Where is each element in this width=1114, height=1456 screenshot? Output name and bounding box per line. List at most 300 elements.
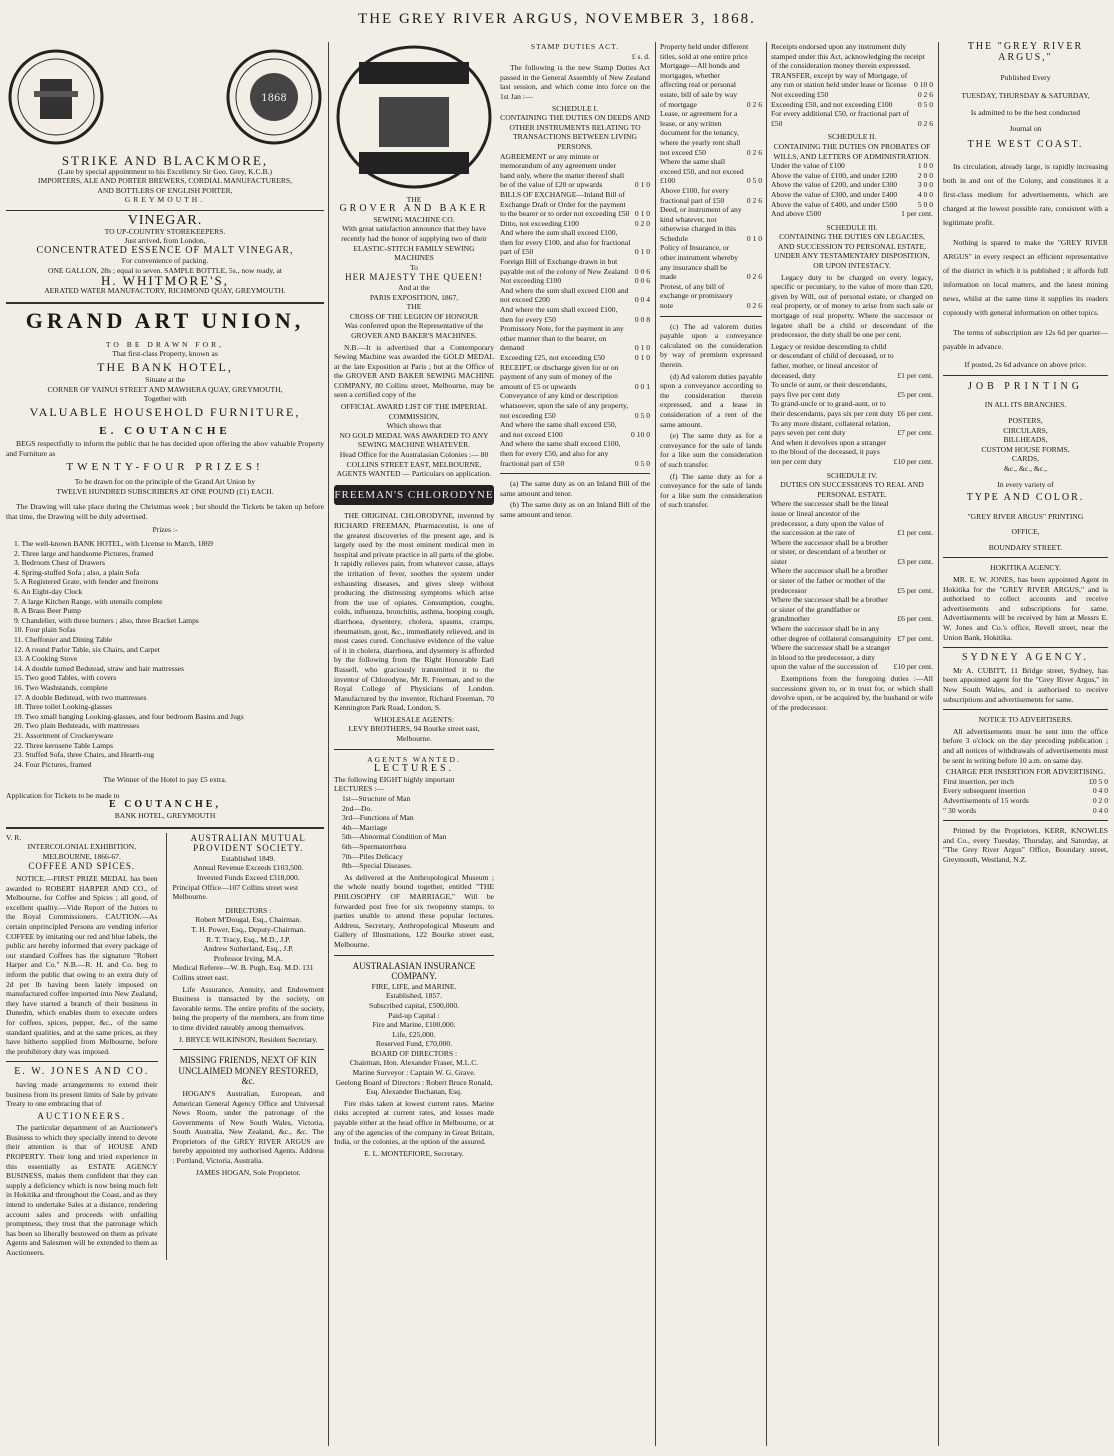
printing-line: OFFICE, bbox=[1011, 527, 1040, 537]
duty-text: And where the sum shall exceed £100 and not exceed £200 bbox=[500, 285, 629, 305]
freeman-line: WHOLESALE AGENTS: bbox=[374, 714, 454, 724]
duty-row bbox=[771, 71, 933, 90]
duty-row bbox=[771, 538, 933, 567]
duty-row bbox=[771, 566, 933, 595]
column-7-argus bbox=[943, 42, 1108, 867]
printing-title: JOB PRINTING bbox=[968, 380, 1083, 392]
lectures-line: AGENTS WANTED. bbox=[367, 754, 461, 764]
duty-row bbox=[660, 205, 762, 243]
duty-amount: 4 0 0 bbox=[917, 189, 933, 199]
duty-text: And where the sum shall exceed £100, then for every £100, and also for fractional part of £50 bbox=[500, 228, 631, 257]
duty-row bbox=[500, 219, 650, 229]
duty-row bbox=[500, 305, 650, 324]
duty-text: AGREEMENT or any minute or memorandum of any agreement under hand only, where the matter thereof shall be of the value of £20 or upwards bbox=[500, 151, 625, 190]
duty-row bbox=[771, 180, 933, 190]
duty-row bbox=[771, 161, 933, 171]
duty-amount: 0 2 6 bbox=[917, 118, 933, 128]
duty-row bbox=[771, 643, 933, 672]
argus-line: THE WEST COAST. bbox=[967, 138, 1084, 150]
duty-row bbox=[660, 243, 762, 281]
duty-amount: 0 2 6 bbox=[746, 195, 762, 205]
list-item: 15. Two good Tables, with covers bbox=[14, 673, 117, 683]
stamp-intro: The following is the new Stamp Duties Act passed in the General Assembly of New Zealand last session, and which come into force on the 1st Jan :— bbox=[500, 63, 650, 101]
duty-amount: 2 0 0 bbox=[917, 170, 933, 180]
schedule-sub: DUTIES ON SUCCESSIONS TO REAL AND PERSONAL ESTATE. bbox=[780, 480, 924, 499]
art-union-line: To be drawn for on the principle of the Grand Art Union by bbox=[74, 477, 256, 487]
jones-title: E. W. JONES AND CO. bbox=[14, 1066, 150, 1078]
list-item: (b) The same duty as on an Inland Bill of the same amount and tenor. bbox=[500, 500, 650, 519]
duty-text: RECEIPT, or discharge given for or on payment of any sum of money of the amount of £5 or upwards bbox=[500, 362, 619, 391]
schedule-sub: CONTAINING THE DUTIES ON LEGACIES, AND SUCCESSION TO PERSONAL ESTATE, UNDER ANY TESTAMENTARY DISPOSITION, OR UPON INTESTACY. bbox=[774, 232, 930, 271]
list-item: 1. The well-known BANK HOTEL, with License to March, 1869 bbox=[14, 539, 213, 549]
list-item: 21. Assortment of Crockeryware bbox=[14, 730, 114, 740]
art-union-line: TWENTY-FOUR PRIZES! bbox=[66, 461, 264, 474]
duty-text: Exceeding £50, and not exceeding £100 bbox=[771, 99, 893, 109]
grover-line: To bbox=[410, 262, 418, 272]
list-item: 20. Two plain Bedsteads, with mattresses bbox=[14, 721, 140, 731]
duty-text: And where the sum shall exceed £100, then for every £50 bbox=[500, 305, 618, 324]
duty-text: Where the successor shall be a stranger in blood to the predecessor, a duty upon the value of the succession of bbox=[771, 643, 891, 672]
art-union-line: Together with bbox=[143, 394, 187, 404]
duty-row bbox=[771, 342, 933, 380]
duty-amount: 0 4 0 bbox=[1092, 805, 1108, 815]
duty-row bbox=[943, 796, 1108, 806]
strike-line: AND BOTTLERS OF ENGLISH PORTER, bbox=[97, 185, 233, 195]
list-item: 6. An Eight-day Clock bbox=[14, 587, 83, 596]
duty-text: Not exceeding £50 bbox=[771, 89, 829, 99]
list-item: 8th—Special Diseases. bbox=[342, 861, 413, 871]
harper-head: V. R. bbox=[6, 832, 22, 842]
duty-text: For every additional £50, or fractional part of £50 bbox=[771, 109, 909, 128]
directors-list bbox=[173, 915, 325, 963]
schedule-title: SCHEDULE IV. bbox=[826, 470, 878, 480]
stamp-items bbox=[771, 42, 933, 128]
duty-text: Lease, or agreement for a lease, or any written document for the tenancy, where the yearly rent shall not exceed £50 bbox=[660, 109, 741, 157]
duty-text: " 30 words bbox=[943, 805, 977, 815]
duty-text: And where the same shall exceed £50, and not exceed £100 bbox=[500, 420, 617, 439]
notice-title: NOTICE TO ADVERTISERS. bbox=[978, 715, 1073, 725]
list-item: 11. Cheffonier and Dining Table bbox=[14, 634, 113, 644]
duty-amount: 0 5 0 bbox=[634, 410, 650, 420]
art-union-line: THE BANK HOTEL, bbox=[97, 359, 233, 374]
vinegar-line: ONE GALLON, 28s ; equal to seven. SAMPLE BOTTLE, 5s., now ready, at bbox=[47, 265, 283, 275]
aic-line: Marine Surveyor : Captain W. G. Grave. bbox=[352, 1068, 476, 1078]
duty-amount: 0 5 0 bbox=[746, 176, 762, 186]
missing-sign: JAMES HOGAN, Sole Proprietor. bbox=[195, 1167, 301, 1177]
duty-row bbox=[771, 499, 933, 537]
argus-line: Published Every bbox=[1000, 73, 1051, 83]
schedule-title: SCHEDULE II. bbox=[827, 132, 877, 142]
duty-row bbox=[771, 42, 933, 71]
duty-row bbox=[500, 190, 650, 219]
duty-amount: 0 2 6 bbox=[917, 89, 933, 99]
stamp-items bbox=[660, 42, 762, 311]
duty-text: Conveyance of any kind or description whatsoever, upon the sale of any property, not exceeding £50 bbox=[500, 391, 629, 420]
duty-amount: 0 0 6 bbox=[634, 276, 650, 286]
column-rule bbox=[938, 42, 939, 1446]
jones-body: The particular department of an Auctioneer's Business to which they specially intend to devote their attention is that of HOUSE AND PROPERTY. Their long and tried experience in this essentially as ESTATE AGENCY BUSINESS, makes them confident that they can supply a deficiency which is now being much felt in Hokitika and throughout the Coast, and as they intend to undertake Sales at a distance, rendering account sales and proceeds with unfailing promptness, they trust that the patronage which has been so liberally bestowed on them as private Agents and Salesmen will be extended to them as Auctioneers. bbox=[6, 1123, 158, 1257]
duty-row bbox=[771, 419, 933, 438]
art-union-line: Application for Tickets to be made to bbox=[6, 790, 120, 800]
duty-amount: 0 2 0 bbox=[1092, 795, 1108, 805]
duty-amount: £10 per cent. bbox=[893, 662, 933, 672]
duty-row bbox=[771, 438, 933, 467]
duty-amount: £5 per cent. bbox=[897, 389, 933, 399]
notice-body: All advertisements must be sent into the office before 3 o'clock on the day preceding publication ; and all notices of withdrawals of advertisements must be sent in writing before 10 a.m. on same day. bbox=[943, 726, 1108, 765]
amount-header: £ s. d. bbox=[631, 51, 650, 61]
freeman-body: THE ORIGINAL CHLORODYNE, invented by RICHARD FREEMAN, Pharmaceutist, is one of the greatest discoveries of the present age, and is largely used by the most eminent medical men in hospital and private practice in all parts of the globe. It rapidly relieves pain, from whatever cause, allays the irritation of fever, soothes the system under exhausting diseases, and gives sleep without producing the distressing symptoms which arise from the use of opiates. Consumption, coughs, colds, influenza, bronchitis, asthma, hooping cough, diarrhoea, dysentery, cholera, spasms, cramps, rheumatism, gout, &c., immediately relieved, and in most cases cured. Conclusive evidence of the value of it in cholera, diarrhoea, and dysentery is afforded by the following from the Right Honorable Earl Russell, who graciously transmitted it to the inventor of Chlorodyne, Mr R. Freeman, and to the Royal College of Physicians of London. Manufactured by the inventor, Richard Freeman, 70 Kennington Park Road, London, S. bbox=[334, 511, 494, 713]
schedule-sub: CONTAINING THE DUTIES ON DEEDS AND OTHER INSTRUMENTS RELATING TO TRANSACTIONS BETWEEN LIVING PERSONS. bbox=[500, 113, 650, 151]
vinegar-line: TO UP-COUNTRY STOREKEEPERS. bbox=[104, 226, 226, 236]
duty-amount: 0 0 1 bbox=[634, 381, 650, 391]
grover-baker-emblem-icon bbox=[334, 42, 494, 192]
art-union-line: The Drawing will take place during the Christmas week ; but should the Tickets be taken up before that time, the Drawing will be duly advertised. bbox=[6, 502, 324, 521]
duty-text: And above £500 bbox=[771, 209, 822, 219]
duty-text: Protest, of any bill of exchange or promissory note bbox=[660, 281, 733, 311]
sydney-title: SYDNEY AGENCY. bbox=[961, 652, 1089, 664]
amp-line: Life Assurance, Annuity, and Endowment Business is transacted by the society, on favorable terms. The entire profits of the society, being the property of the members, are from time to time divided rateably among themselves. bbox=[172, 984, 324, 1032]
duty-text: And when it devolves upon a stranger to the blood of the deceased, it pays ten per cent duty bbox=[771, 437, 887, 466]
duty-row bbox=[771, 399, 933, 418]
duty-amount: £1 per cent. bbox=[897, 528, 933, 538]
list-item: 7. A large Kitchen Range, with utensils complete bbox=[14, 596, 163, 606]
grover-line: HER MAJESTY THE QUEEN! bbox=[345, 272, 483, 283]
hokitika-title: HOKITIKA AGENCY. bbox=[990, 563, 1061, 573]
strike-line: GREYMOUTH. bbox=[124, 195, 206, 205]
duty-row bbox=[771, 171, 933, 181]
medal-emblem-right-icon bbox=[224, 47, 324, 147]
harper-line: COFFEE AND SPICES. bbox=[28, 861, 136, 872]
duty-amount: 0 0 6 bbox=[634, 266, 650, 276]
duty-text: To grand-uncle or to grand-aunt, or to their descendants, pays six per cent duty bbox=[771, 399, 894, 418]
svg-text:1868: 1868 bbox=[261, 93, 287, 104]
duty-text: Promissory Note, for the payment in any other manner than to the bearer, on demand bbox=[500, 324, 624, 353]
notice-line: CHARGE PER INSERTION FOR ADVERTISING. bbox=[945, 767, 1106, 777]
prizes-label: Prizes :- bbox=[152, 525, 178, 535]
duty-text: And where the same shall exceed £100, then for every £50, and also for any fractional part of £50 bbox=[500, 439, 621, 468]
lectures-body: As delivered at the Anthropological Museum ; the whole neatly bound together, entitled "THE PHILOSOPHY OF MARRIAGE," Will be forwarded post free for six twopenny stamps, to parties unable to attend these popular lectures. Address, Secretary, Anthropological Museum and Gallery of Illustrations, 122 Bourke street east, Melbourne. bbox=[334, 872, 494, 949]
duty-amount: £7 per cent. bbox=[897, 633, 933, 643]
duty-row bbox=[660, 42, 762, 61]
argus-title: THE "GREY RIVER ARGUS," bbox=[967, 42, 1084, 63]
grover-line: OFFICIAL AWARD LIST OF THE IMPERIAL COMMISSION, bbox=[340, 402, 488, 421]
missing-body: HOGAN'S Australian, European, and American General Agency Office and Universal News Room, under the patronage of the Governments of New South Wales, Victoria, South Australia, New Zealand, &c., &c. The Proprietors of the GREY RIVER ARGUS are hereby appointed my authorised Agents. Address : Portland, Victoria, Australia. bbox=[172, 1088, 324, 1166]
amp-line: DIRECTORS : bbox=[225, 905, 272, 915]
duty-amount: 0 1 0 bbox=[634, 343, 650, 353]
duty-amount: 0 2 0 bbox=[634, 218, 650, 228]
duty-row bbox=[771, 624, 933, 643]
grover-line: GROVER AND BAKER'S MACHINES. bbox=[351, 330, 477, 340]
duty-text: Where the successor shall be a brother or sister of the father or mother of the predecessor bbox=[771, 566, 888, 595]
amp-line: Principal Office—107 Collins street west Melbourne. bbox=[172, 882, 299, 902]
duty-amount: 0 2 6 bbox=[746, 147, 762, 157]
grover-line: N.B.—It is advertised that a Contemporary Sewing Machine was awarded the GOLD MEDAL at the late Exposition at Paris ; but at the Office of the GROVER AND BAKER SEWING MACHINE COMPANY, 80 Collins street, Melbourne, may be seen a certified copy of the bbox=[334, 342, 494, 400]
aic-line: E. L. MONTEFIORE, Secretary. bbox=[364, 1148, 464, 1158]
amp-line: Annual Revenue Exceeds £103,500. bbox=[193, 863, 304, 873]
list-item: CUSTOM HOUSE FORMS, bbox=[981, 444, 1070, 454]
list-item: 17. A double Bedstead, with two mattresses bbox=[14, 692, 147, 702]
duty-text: Above the value of £300, and under £400 bbox=[771, 189, 898, 199]
schedule-body: Exemptions from the foregoing duties :—All successions given to, or in trust for, or which shall devolve upon, or be acquired by, the husband or wife of the predecessor. bbox=[771, 674, 933, 712]
duty-row bbox=[660, 61, 762, 109]
duty-row bbox=[771, 100, 933, 110]
art-union-line: Situate at the bbox=[145, 374, 185, 384]
duty-text: Under the value of £100 bbox=[771, 161, 845, 171]
art-union-line: E COUTANCHE, bbox=[109, 799, 221, 811]
hokitika-body: MR. E. W. JONES, has been appointed Agent in Hokitika for the "GREY RIVER ARGUS," and is authorised to collect accounts and receive advertisements and subscriptions for same. Advertisements will be received by him at Messrs E. W. Jones and Co.'s office, Revell street, near the Union Bank, Hokitika. bbox=[943, 575, 1108, 642]
duty-text: Ditto, not exceeding £100 bbox=[500, 218, 579, 228]
column-5-stamp-cont bbox=[660, 42, 762, 512]
duty-text: Above the value of £100, and under £200 bbox=[771, 170, 898, 180]
duty-amount: 1 0 0 bbox=[917, 161, 933, 171]
list-item: T. H. Power, Esq., Deputy-Chairman. bbox=[191, 925, 306, 934]
duty-amount: 0 1 0 bbox=[634, 247, 650, 257]
duty-amount: £6 per cent. bbox=[897, 408, 933, 418]
duty-text: To any more distant, collateral relation, pays seven per cent duty bbox=[771, 418, 891, 438]
column-4-stamp-duties bbox=[500, 42, 650, 522]
art-union-ad bbox=[6, 302, 324, 821]
duty-amount: £7 per cent. bbox=[897, 428, 933, 438]
aic-line: FIRE, LIFE, and MARINE. bbox=[371, 981, 457, 991]
duty-text: Above £100, for every fractional part of £50 bbox=[660, 185, 729, 205]
list-item: (c) The ad valorem duties payable upon a conveyance calculated on the consideration by way of premium expressed therein. bbox=[660, 321, 762, 369]
list-item: 13. A Cooking Stove bbox=[14, 654, 78, 664]
stamp-items bbox=[500, 152, 650, 469]
duty-amount: 0 1 0 bbox=[634, 353, 650, 362]
column-rule bbox=[766, 42, 767, 1446]
grover-line: ELASTIC-STITCH FAMILY SEWING MACHINES bbox=[353, 243, 475, 263]
stamp-notes bbox=[660, 322, 762, 510]
duty-text: BILLS OF EXCHANGE—Inland Bill of Exchange Draft or Order for the payment to the bearer or to order not exceeding £50 bbox=[500, 189, 630, 219]
list-item: (a) The same duty as on an Inland Bill of the same amount and tenor. bbox=[500, 479, 650, 498]
argus-line: Journal on bbox=[1009, 123, 1042, 133]
grover-line: And at the bbox=[398, 282, 430, 292]
duty-text: Policy of Insurance, or other instrument whereby any insurance shall be made bbox=[660, 243, 739, 282]
medal-emblem-left-icon bbox=[6, 47, 106, 147]
argus-body: Nothing is spared to make the "GREY RIVER ARGUS" in every respect an efficient representative of the district in which it is published ; it affords full information on local matters, and the latest mining news, whilst at the same time it supplies its readers copiously with general information on other topics. bbox=[943, 238, 1108, 318]
duty-text: Advertisements of 15 words bbox=[943, 795, 1029, 805]
list-item: 24. Four Pictures, framed bbox=[14, 759, 92, 769]
harper-line: INTERCOLONIAL EXHIBITION, MELBOURNE, 1866-67. bbox=[27, 842, 137, 861]
printing-items bbox=[943, 416, 1108, 474]
strike-line: (Late by special appointment to his Excellency Sir Geo. Grey, K.C.B.) bbox=[58, 166, 272, 176]
duty-row bbox=[660, 282, 762, 311]
art-union-line: CORNER OF YAINUI STREET AND MAWHERA QUAY, GREYMOUTH, bbox=[47, 384, 283, 394]
art-union-line: TO BE DRAWN FOR, bbox=[105, 339, 225, 349]
list-item: POSTERS, bbox=[1008, 415, 1043, 425]
list-item: 8. A Brass Beer Pump bbox=[14, 606, 81, 616]
grover-line: With great satisfaction announce that they have recently had the honor of supplying two of their bbox=[341, 224, 487, 243]
sydney-body: Mr A. CUBITT, 11 Bridge street, Sydney, has been appointed agent for the "Grey River Argus," in New South Wales, and is authorised to receive subscriptions and advertisements for same. bbox=[943, 665, 1108, 704]
duty-text: Receipts endorsed upon any instrument duly stamped under this Act, acknowledging the receipt of the consideration money therein expressed. bbox=[771, 42, 925, 71]
lower-left-subcolumn bbox=[6, 833, 158, 1260]
printing-line: In every variety of bbox=[997, 479, 1054, 489]
aic-line: Life, £25,000. bbox=[392, 1029, 436, 1039]
grover-line: SEWING MACHINE CO. bbox=[373, 214, 455, 224]
list-item: 23. Stuffed Sofa, three Chairs, and Hearth-rug bbox=[14, 750, 155, 760]
grover-line: NO GOLD MEDAL WAS AWARDED TO ANY SEWING MACHINE WHATEVER. bbox=[339, 430, 489, 450]
amp-line: J. BRYCE WILKINSON, Resident Secretary. bbox=[178, 1034, 318, 1044]
schedule-sub: CONTAINING THE DUTIES ON PROBATES OF WILLS, AND LETTERS OF ADMINISTRATION. bbox=[773, 141, 931, 161]
freeman-banner: FREEMAN'S CHLORODYNE bbox=[334, 485, 494, 506]
list-item: 14. A double turned Bedstead, straw and hair mattresses bbox=[14, 663, 184, 673]
strike-blackmore-ad bbox=[6, 42, 324, 205]
duty-row bbox=[500, 152, 650, 190]
duty-row bbox=[771, 190, 933, 200]
duty-amount: £1 per cent. bbox=[897, 370, 933, 380]
duty-amount: 0 2 6 bbox=[746, 99, 762, 109]
duty-row bbox=[943, 777, 1108, 787]
duty-text: Every subsequent insertion bbox=[943, 786, 1026, 796]
duty-amount: 0 1 0 bbox=[634, 180, 650, 190]
list-item: 3. Bedroom Chest of Drawers bbox=[14, 558, 105, 568]
argus-line: Is admitted to be the best conducted bbox=[970, 108, 1081, 118]
grover-line: CROSS OF THE LEGION OF HONOUR bbox=[349, 311, 479, 321]
strike-line: IMPORTERS, ALE AND PORTER BREWERS, CORDIAL MANUFACTURERS, bbox=[37, 176, 293, 186]
list-item: 19. Two small hanging Looking-glasses, and four bedroom Basins and Jugs bbox=[14, 711, 244, 721]
list-item: 1st—Structure of Man bbox=[342, 794, 411, 804]
grover-line: Was conferred upon the Representative of the bbox=[344, 321, 484, 331]
stamp-notes bbox=[500, 479, 650, 519]
duty-text: Deed, or instrument of any kind whatever, not otherwise charged in this Schedule bbox=[660, 205, 742, 243]
duty-row bbox=[660, 109, 762, 157]
grover-line: Which shows that bbox=[386, 421, 442, 431]
argus-body: Its circulation, already large, is rapidly increasing both in and out of the Colony, and constitutes it a first-class medium for advertisements, which are charged at the lowest possible rate, consistent with a legitimate profit. bbox=[943, 162, 1108, 228]
duty-amount: £5 per cent. bbox=[897, 585, 933, 595]
harper-body: NOTICE.—FIRST PRIZE MEDAL has been awarded to ROBERT HARPER AND CO., of Melbourne, for Coffee and Spices ; all good, of excellent quality.—Vide Report of the Jurors to the Royal Commissioners. CAUTION.—As certain unprincipled Persons are vending inferior COFFEE by imitating our red and blue labels, the public are hereby informed that every package of our standard Coffees has the signature "Robert Harper and Co." N.B.—R. H. and Co. beg to inform the public that owing to an extra duty of 2d per lb having been lately imposed on manufactured coffee imported into New Zealand, they have started a branch of their business in Dunedin, which enables them to execute orders for coffees, spices, pepper, &c., of the same standard qualities, and at the same prices, as they have hitherto supplied from Melbourne, before the prohibitory duty was imposed. bbox=[6, 874, 158, 1056]
duty-amount: 0 5 0 bbox=[917, 99, 933, 109]
printing-line: "GREY RIVER ARGUS" PRINTING bbox=[967, 511, 1084, 521]
list-item: 22. Three kerosene Table Lamps bbox=[14, 740, 113, 750]
lectures-list bbox=[334, 794, 494, 871]
amp-title: AUSTRALIAN MUTUAL PROVIDENT SOCIETY. bbox=[190, 832, 306, 854]
stamp-items bbox=[771, 161, 933, 219]
duty-amount: 1 per cent. bbox=[901, 209, 933, 219]
duty-row bbox=[500, 324, 650, 353]
aic-line: Paid-up Capital : bbox=[388, 1010, 440, 1020]
art-union-line: The Winner of the Hotel to pay £5 extra. bbox=[103, 775, 227, 785]
list-item: (f) The same duty as for a conveyance for the sale of lands for a like sum the consideration of such transfer. bbox=[660, 471, 762, 510]
duty-row bbox=[500, 353, 650, 363]
vinegar-line: AERATED WATER MANUFACTORY, RICHMOND QUAY, GREYMOUTH. bbox=[44, 286, 286, 296]
duty-row bbox=[500, 420, 650, 439]
duty-row bbox=[771, 595, 933, 624]
prize-list bbox=[6, 539, 324, 769]
list-item: 5th—Abnormal Condition of Man bbox=[342, 832, 447, 842]
duty-amount: 0 2 6 bbox=[746, 272, 762, 282]
duty-row bbox=[500, 228, 650, 257]
aic-line: Fire and Marine, £100,000. bbox=[372, 1020, 456, 1030]
duty-row bbox=[500, 276, 650, 286]
column-3 bbox=[334, 42, 494, 1158]
duty-text: Mortgage—All bonds and mortgages, whether affecting real or personal estate, bill of sale by way of mortgage bbox=[660, 61, 740, 109]
list-item: 4th—Marriage bbox=[342, 822, 388, 832]
list-item: 2. Three large and handsome Pictures, framed bbox=[14, 548, 154, 558]
vinegar-line: For convenience of packing. bbox=[121, 256, 209, 266]
duty-text: Legacy or residue descending to child or descendant of child of deceased, or to father, mother, or lineal ancestor of deceased, duty bbox=[771, 341, 894, 380]
duty-amount: 3 0 0 bbox=[917, 180, 933, 190]
duty-row bbox=[660, 157, 762, 186]
stamp-items bbox=[771, 342, 933, 467]
grover-line: PARIS EXPOSITION, 1867, bbox=[369, 292, 459, 302]
duty-row bbox=[943, 806, 1108, 816]
list-item: (d) Ad valorem duties payable upon a conveyance according to the consideration therein expressed, and a lease in consideration of a rent of the same amount. bbox=[660, 371, 762, 429]
art-union-line: BANK HOTEL, GREYMOUTH bbox=[114, 811, 216, 821]
amp-line: Invested Funds Exceed £318,000. bbox=[196, 873, 300, 883]
printing-line: TYPE AND COLOR. bbox=[966, 492, 1085, 504]
aic-line: Established, 1857. bbox=[386, 991, 442, 1001]
art-union-line: That first-class Property, known as bbox=[112, 349, 218, 359]
list-item: 4. Spring-stuffed Sofa ; also, a plain Sofa bbox=[14, 567, 140, 577]
list-item: 7th—Piles Delicacy bbox=[342, 851, 403, 861]
freeman-line: LEVY BROTHERS, 94 Bourke street east, Melbourne. bbox=[348, 724, 480, 744]
list-item: BILLHEADS, bbox=[1003, 435, 1048, 445]
stamp-title: STAMP DUTIES ACT. bbox=[530, 42, 620, 51]
duty-amount: 0 1 0 bbox=[746, 233, 762, 243]
list-item: (e) The same duty as for a conveyance for the sale of lands for a like sum the consideration of such transfer. bbox=[660, 431, 762, 469]
duty-text: Not exceeding £100 bbox=[500, 276, 562, 286]
missing-title: MISSING FRIENDS, NEXT OF KIN UNCLAIMED MONEY RESTORED, &c. bbox=[178, 1055, 319, 1087]
jones-sub: AUCTIONEERS. bbox=[37, 1110, 127, 1121]
duty-amount: 0 1 0 bbox=[634, 209, 650, 219]
vinegar-ad bbox=[6, 212, 324, 296]
duty-amount: £10 per cent. bbox=[893, 456, 933, 466]
duty-text: To uncle or aunt, or their descendants, pays five per cent duty bbox=[771, 380, 887, 399]
duty-text: TRANSFER, except by way of Mortgage, of any run or station held under lease or license bbox=[771, 70, 908, 90]
lower-right-subcolumn bbox=[166, 833, 325, 1260]
amp-line: Established 1849. bbox=[221, 853, 276, 863]
jones-body: having made arrangements to extend their business from its present limits of Sale by private Treaty to one embracing that of bbox=[6, 1079, 158, 1109]
duty-text: Where the successor shall be a brother or sister of the grandfather or grandmother bbox=[771, 595, 888, 624]
masthead: THE GREY RIVER ARGUS, NOVEMBER 3, 1868. bbox=[358, 11, 756, 27]
left-wide-column bbox=[6, 42, 324, 1260]
column-rule bbox=[328, 42, 329, 1446]
duty-row bbox=[500, 363, 650, 392]
printing-line: BOUNDARY STREET. bbox=[988, 542, 1063, 552]
aic-title: AUSTRALASIAN INSURANCE COMPANY. bbox=[352, 960, 476, 982]
list-item: &c., &c., &c., bbox=[1003, 463, 1048, 473]
duty-row bbox=[500, 257, 650, 276]
duty-row bbox=[771, 209, 933, 219]
duty-text: Where the successor shall be in any other degree of collateral consanguinity bbox=[771, 624, 892, 643]
list-item: 10. Four plain Sofas bbox=[14, 625, 76, 635]
duty-row bbox=[771, 90, 933, 100]
aic-line: Fire risks taken at lowest current rates. Marine risks accepted at current rates, and losses made payable either at the head office in Melbourne, or at any of the agencies of the company in Great Britain, India, or the colonies, at the option of the assured. bbox=[334, 1098, 494, 1147]
duty-row bbox=[500, 439, 650, 468]
duty-amount: 0 2 6 bbox=[746, 301, 762, 311]
list-item: Robert M'Dougal, Esq., Chairman. bbox=[195, 915, 302, 925]
list-item: 12. A round Parlor Table, six Chairs, and Carpet bbox=[14, 644, 160, 654]
duty-text: Foreign Bill of Exchange drawn in but payable out of the colony of New Zealand bbox=[500, 257, 628, 276]
duty-text: Where the successor shall be the lineal issue or lineal ancestor of the predecessor, a duty upon the value of the succession at the rate of bbox=[771, 499, 889, 538]
list-item: CARDS, bbox=[1011, 454, 1040, 464]
grover-line: Head Office for the Australasian Colonies :— 80 COLLINS STREET EAST, MELBOURNE. bbox=[339, 450, 489, 469]
list-item: Andrew Sutherland, Esq., J.P. bbox=[203, 944, 294, 954]
column-rule bbox=[655, 42, 656, 1446]
schedule-title: SCHEDULE I. bbox=[552, 103, 598, 113]
duty-text: First insertion, per inch bbox=[943, 776, 1014, 786]
argus-line: If posted, 2s 6d advance on above price. bbox=[964, 360, 1087, 370]
duty-row bbox=[500, 286, 650, 305]
strike-name: STRIKE AND BLACKMORE, bbox=[61, 153, 269, 168]
list-item: CIRCULARS, bbox=[1003, 425, 1048, 435]
amp-line: Medical Referee—W. B. Pugh, Esq. M.D. 131 Collins street east. bbox=[172, 963, 314, 982]
art-union-line: TWELVE HUNDRED SUBSCRIBERS AT ONE POUND (£1) EACH. bbox=[56, 486, 274, 496]
duty-amount: 0 10 0 bbox=[914, 80, 933, 90]
aic-line: Chairman, Hon. Alexander Fraser, M.L.C. bbox=[349, 1058, 479, 1068]
duty-row bbox=[771, 109, 933, 128]
list-item: 5. A Registered Grate, with fender and fireirons bbox=[14, 577, 159, 587]
